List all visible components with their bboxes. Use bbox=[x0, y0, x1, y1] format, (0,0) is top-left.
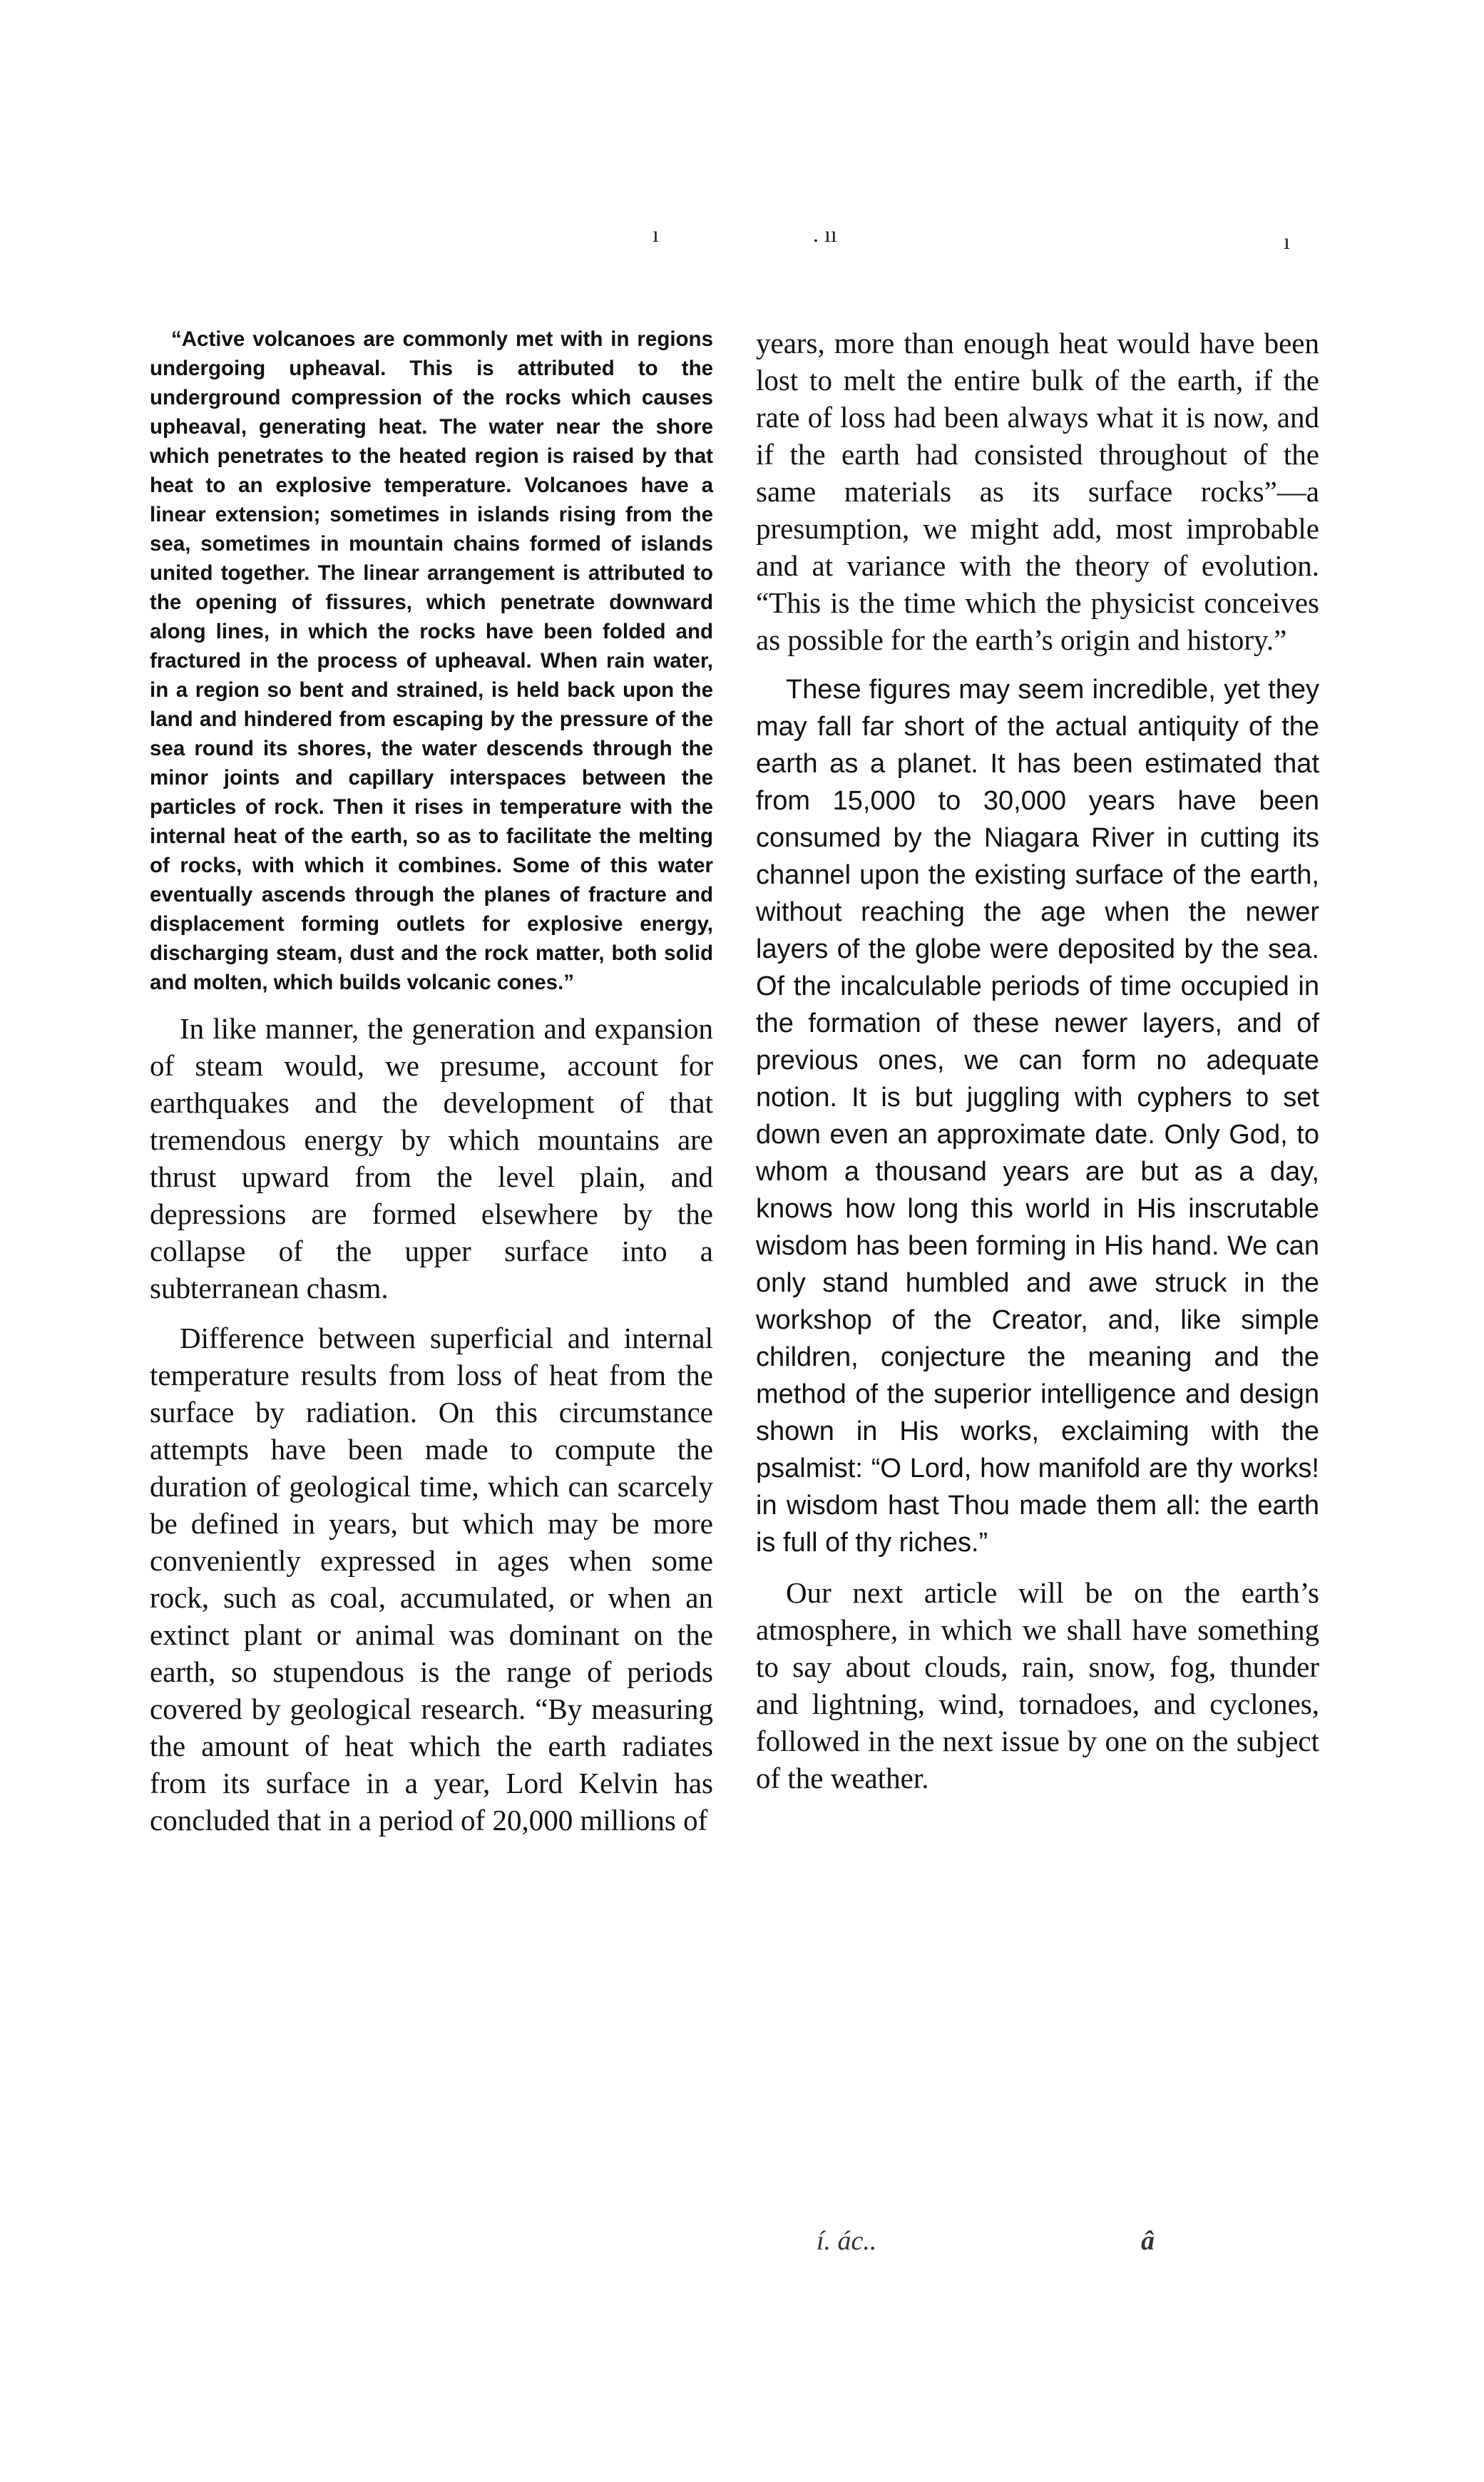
header-mark-center: . ıı bbox=[813, 221, 837, 247]
footer-mark-left: í. ác.. bbox=[817, 2226, 877, 2256]
header-mark-left: ı bbox=[653, 221, 659, 247]
page-footer-marks bbox=[0, 2225, 1484, 2282]
page-header-marks bbox=[0, 221, 1484, 264]
paragraph-right-3: Our next article will be on the earth’s atmosphere, in which we shall have something to say about clouds, rain, snow, fog, thunder and lightning, wind, tornadoes, and cyclones, followed in the next issue by one on the subject of the weather. bbox=[756, 1576, 1319, 1794]
left-column bbox=[150, 325, 713, 1839]
quoted-paragraph: “Active volcanoes are commonly met with in regions undergoing upheaval. This is attributed to the underground compression of the rocks which causes upheaval, generating heat. The water near the shore which penetrates to the heated region is raised by that heat to an explosive temperature. Volcanoes have a linear extension; sometimes in islands rising from the sea, sometimes in mountain chains formed of islands united together. The linear arrangement is attributed to the opening of fissures, which penetrate downward along lines, in which the rocks have been folded and fractured in the process of upheaval. When rain water, in a region so bent and strained, is held back upon the land and hindered from escaping by the pressure of the sea round its shores, the water descends through the minor joints and capillary interspaces between the particles of rock. Then it rises in temperature with the internal heat of the earth, so as to facilitate the melting of rocks, with which it combines. Some of this water eventually ascends through the planes of fracture and displacement forming outlets for explosive energy, discharging steam, dust and the rock matter, both solid and molten, which builds volcanic cones.” bbox=[150, 327, 713, 994]
footer-mark-right: â bbox=[1141, 2226, 1155, 2256]
paragraph-right-2: These figures may seem incredible, yet they may fall far short of the actual antiquity of the earth as a planet. It has been estimated that from 15,000 to 30,000 years have been consumed by the Niagara River in cutting its channel upon the existing surface of the earth, without reaching the age when the newer layers of the globe were deposited by the sea. Of the incalculable periods of time occupied in the formation of these newer layers, and of previous ones, we can form no adequate notion. It is but juggling with cyphers to set down even an approximate date. Only God, to whom a thousand years are but as a day, knows how long this world in His inscrutable wisdom has been forming in His hand. We can only stand humbled and awe struck in the workshop of the Creator, and, like simple children, conjecture the meaning and the method of the superior intelligence and design shown in His works, exclaiming with the psalmist: “O Lord, how manifold are thy works! in wisdom hast Thou made them all: the earth is full of thy riches.” bbox=[756, 675, 1319, 1558]
paragraph-left-2: In like manner, the generation and expansion of steam would, we presume, account for earthquakes and the development of that tremendous energy by which mountains are thrust upward from the level plain, and depressions are formed elsewhere by the collapse of the upper surface into a subterranean chasm. bbox=[150, 1012, 713, 1304]
right-column bbox=[756, 325, 1319, 1797]
paragraph-right-1: years, more than enough heat would have been lost to melt the entire bulk of the earth, if the rate of loss had been always what it is now, and if the earth had consisted throughout of the same materials as its surface rocks”—a presumption, we might add, most improbable and at variance with the theory of evolution. “This is the time which the physicist conceives as possible for the earth’s origin and history.” bbox=[756, 327, 1319, 656]
paragraph-left-3: Difference between superficial and internal temperature results from loss of heat from the surface by radiation. On this circumstance attempts have been made to compute the duration of geological time, which can scarcely be defined in years, but which may be more conveniently expressed in ages when some rock, such as coal, accumulated, or when an extinct plant or animal was dominant on the earth, so stupendous is the range of periods covered by geological research. “By measuring the amount of heat which the earth radiates from its surface in a year, Lord Kelvin has concluded that in a period of 20,000 millions of bbox=[150, 1322, 713, 1837]
header-mark-right: ı bbox=[1284, 228, 1290, 254]
